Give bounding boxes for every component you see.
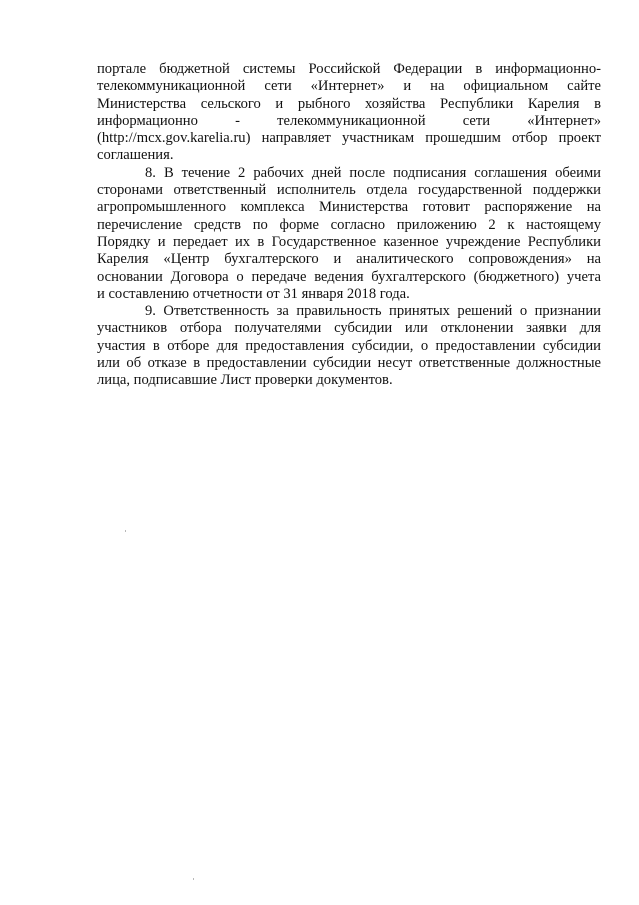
document-body (97, 61, 601, 390)
paragraph-continuation (97, 61, 601, 165)
text-line: лица, подписавшие Лист проверки документов. (97, 372, 393, 389)
text-line: (http://mcx.gov.karelia.ru) направляет участникам прошедшим отбор проект (97, 130, 601, 147)
text-line: соглашения. (97, 147, 174, 164)
text-line: Карелия «Центр бухгалтерского и аналитического сопровождения» на (97, 251, 601, 268)
text-line: основании Договора о передаче ведения бухгалтерского (бюджетного) учета (97, 268, 601, 285)
text-line: участия в отборе для предоставления субсидии, о предоставлении субсидии (97, 337, 601, 354)
text-line: 9. Ответственность за правильность принятых решений о признании (145, 303, 601, 320)
text-line: 8. В течение 2 рабочих дней после подписания соглашения обеими (145, 164, 601, 181)
text-line: Порядку и передает их в Государственное казенное учреждение Республики (97, 233, 601, 250)
text-line: агропромышленного комплекса Министерства готовит распоряжение на (97, 199, 601, 216)
scan-speck (125, 530, 126, 532)
text-line: порталe бюджетной системы Российской Федерации в информационно- (97, 61, 601, 77)
text-line: сторонами ответственный исполнитель отдела государственной поддержки (97, 182, 601, 199)
text-line: Министерства сельского и рыбного хозяйства Республики Карелия в (97, 95, 601, 112)
text-line: информационно - телекоммуникационной сети «Интернет» (97, 112, 601, 129)
text-line: перечисление средств по форме согласно приложению 2 к настоящему (97, 216, 601, 233)
text-line: телекоммуникационной сети «Интернет» и на официальном сайте (97, 78, 601, 95)
text-line: и составлению отчетности от 31 января 2018 года. (97, 285, 410, 302)
text-line: участников отбора получателями субсидии или отклонении заявки для (97, 320, 601, 337)
paragraph-8 (97, 165, 601, 303)
scan-speck (193, 878, 194, 880)
paragraph-9 (97, 303, 601, 389)
text-line: или об отказе в предоставлении субсидии несут ответственные должностные (97, 355, 601, 372)
